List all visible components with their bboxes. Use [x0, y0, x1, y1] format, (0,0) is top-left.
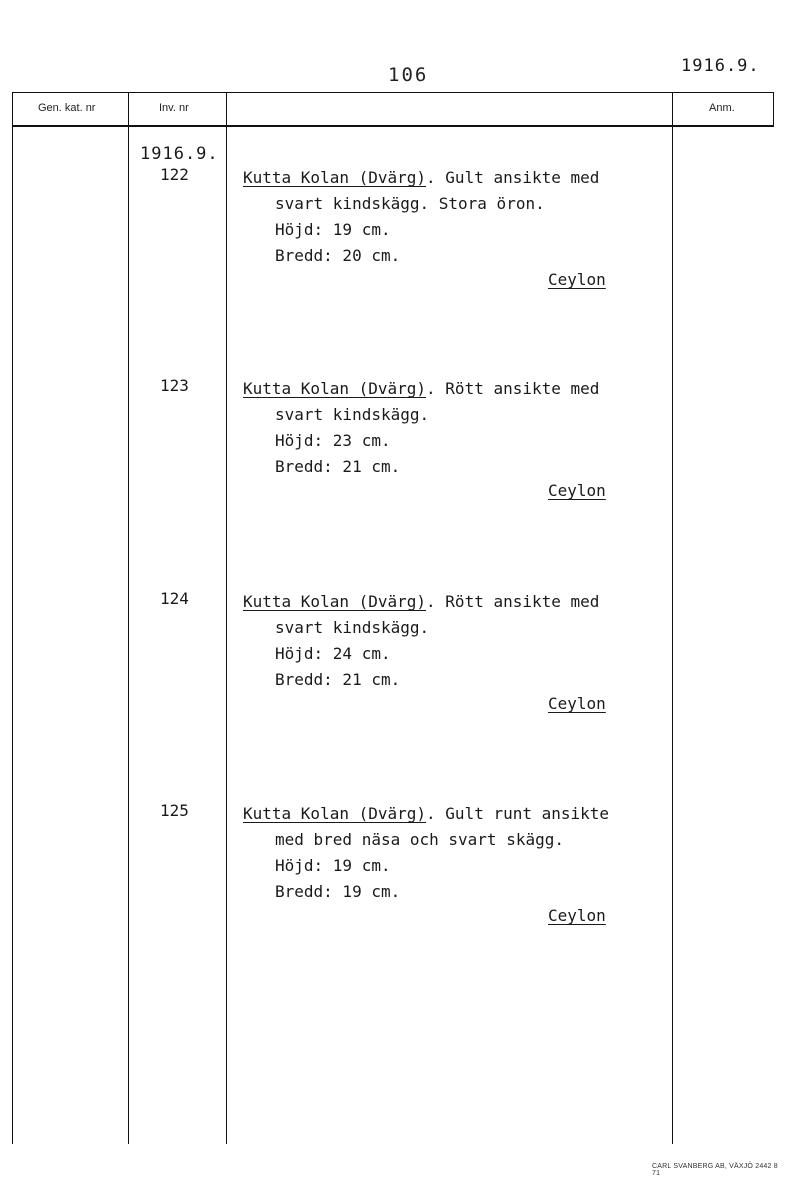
entry-height: Höjd: 19 cm. [275, 220, 391, 239]
page-number: 106 [388, 64, 429, 86]
entry-description [243, 165, 663, 269]
entry-origin: Ceylon [548, 481, 606, 500]
column-divider-gen [128, 92, 129, 1144]
entry-title: Kutta Kolan (Dvärg) [243, 168, 427, 187]
entry-line2: med bred näsa och svart skägg. [275, 830, 564, 849]
entry-line2: svart kindskägg. Stora öron. [275, 194, 545, 213]
inv-number: 124 [160, 589, 189, 608]
entry-width: Bredd: 21 cm. [275, 457, 401, 476]
left-border [12, 92, 13, 1144]
column-header-gen-kat-nr: Gen. kat. nr [38, 102, 96, 114]
entry-description [243, 801, 663, 905]
entry-width: Bredd: 20 cm. [275, 246, 401, 265]
entry-line1: . Rött ansikte med [426, 592, 600, 611]
entry-line1: . Rött ansikte med [426, 379, 600, 398]
inventory-date: 1916.9. [140, 144, 219, 164]
entry-origin: Ceylon [548, 906, 606, 925]
entry-height: Höjd: 23 cm. [275, 431, 391, 450]
entry-origin: Ceylon [548, 270, 606, 289]
column-divider-inv [226, 92, 227, 1144]
printer-imprint: CARL SVANBERG AB, VÄXJÖ 2442 8 71 [652, 1163, 778, 1177]
header-bottom-rule [12, 125, 774, 127]
right-border [773, 92, 774, 125]
entry-width: Bredd: 19 cm. [275, 882, 401, 901]
entry-height: Höjd: 19 cm. [275, 856, 391, 875]
entry-width: Bredd: 21 cm. [275, 670, 401, 689]
entry-line2: svart kindskägg. [275, 405, 430, 424]
entry-origin: Ceylon [548, 694, 606, 713]
column-divider-anm [672, 92, 673, 1144]
top-rule [12, 92, 774, 93]
entry-title: Kutta Kolan (Dvärg) [243, 379, 427, 398]
column-header-anm: Anm. [709, 102, 735, 114]
entry-line1: . Gult runt ansikte [426, 804, 610, 823]
entry-title: Kutta Kolan (Dvärg) [243, 804, 427, 823]
header-date: 1916.9. [681, 56, 760, 76]
column-header-inv-nr: Inv. nr [159, 102, 189, 114]
entry-description [243, 376, 663, 480]
entry-line1: . Gult ansikte med [426, 168, 600, 187]
entry-line2: svart kindskägg. [275, 618, 430, 637]
entry-title: Kutta Kolan (Dvärg) [243, 592, 427, 611]
entry-height: Höjd: 24 cm. [275, 644, 391, 663]
inv-number: 123 [160, 376, 189, 395]
entry-description [243, 589, 663, 693]
inv-number: 125 [160, 801, 189, 820]
inv-number: 122 [160, 165, 189, 184]
